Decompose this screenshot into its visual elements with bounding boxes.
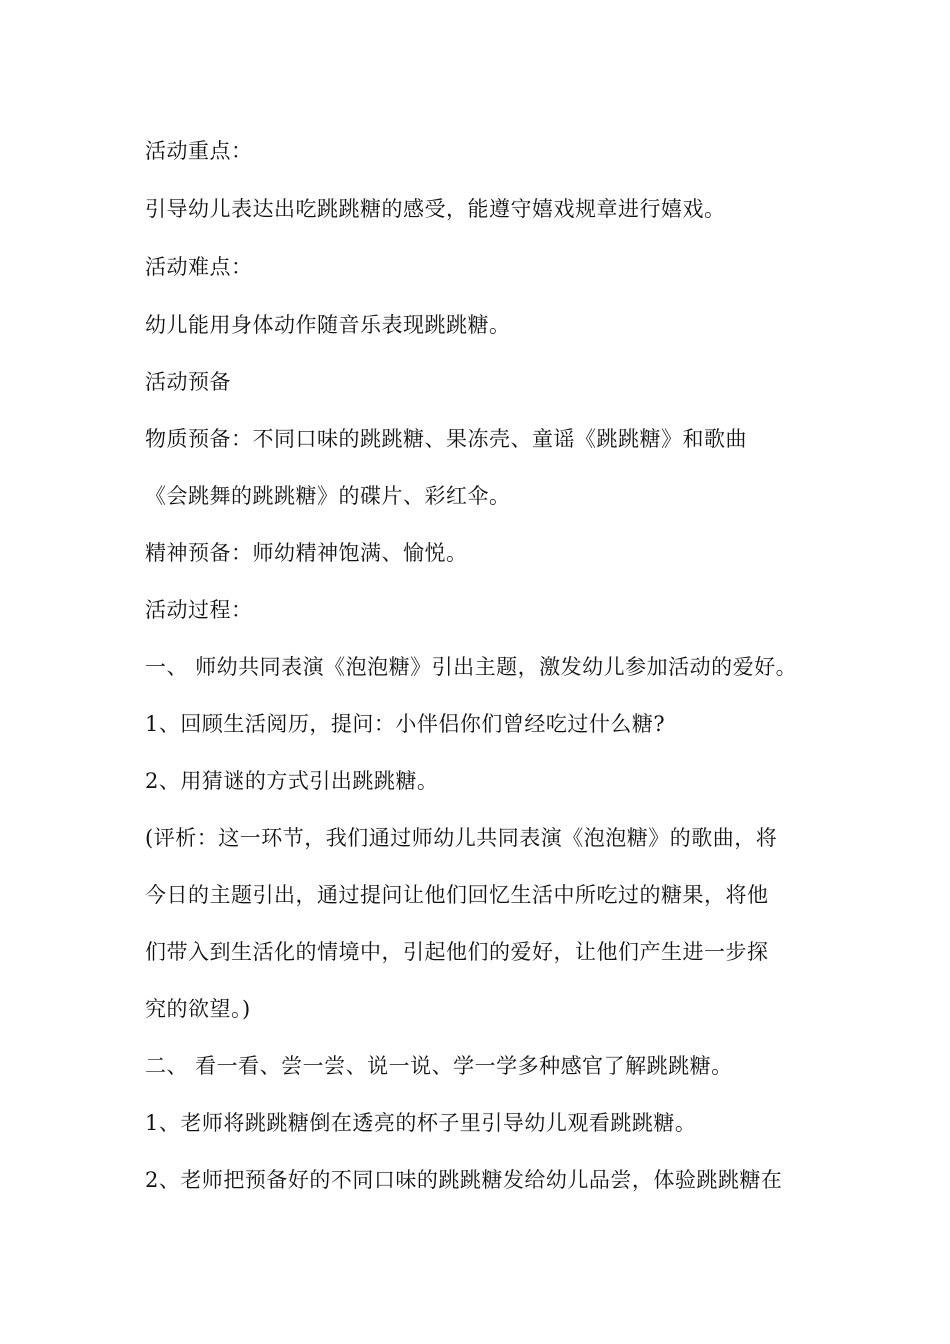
list-item-1-1: 1、回顾生活阅历，提问：小伴侣你们曾经吃过什么糖? [145, 712, 666, 736]
comment-line-3: 们带入到生活化的情境中，引起他们的爱好，让他们产生进一步探 [145, 940, 769, 964]
heading-activity-difficulty: 活动难点： [145, 255, 253, 279]
paragraph-material-preparation: 物质预备：不同口味的跳跳糖、果冻壳、童谣《跳跳糖》和歌曲 [145, 427, 747, 451]
list-item-2-1: 1、老师将跳跳糖倒在透亮的杯子里引导幼儿观看跳跳糖。 [145, 1111, 697, 1135]
section-one-title: 一、 师幼共同表演《泡泡糖》引出主题，激发幼儿参加活动的爱好。 [145, 655, 798, 679]
paragraph-difficulty-content: 幼儿能用身体动作随音乐表现跳跳糖。 [145, 313, 511, 337]
heading-activity-process: 活动过程： [145, 598, 253, 622]
paragraph-material-preparation-cont: 《会跳舞的跳跳糖》的碟片、彩红伞。 [145, 484, 511, 508]
heading-activity-focus: 活动重点： [145, 139, 253, 163]
heading-activity-preparation: 活动预备 [145, 370, 231, 394]
list-item-2-2: 2、老师把预备好的不同口味的跳跳糖发给幼儿品尝，体验跳跳糖在 [145, 1168, 783, 1192]
comment-line-1: (评析：这一环节，我们通过师幼儿共同表演《泡泡糖》的歌曲，将 [145, 826, 778, 850]
list-item-1-2: 2、用猜谜的方式引出跳跳糖。 [145, 769, 439, 793]
paragraph-spirit-preparation: 精神预备：师幼精神饱满、愉悦。 [145, 541, 468, 565]
comment-line-4: 究的欲望。) [145, 997, 251, 1021]
section-two-title: 二、 看一看、尝一尝、说一说、学一学多种感官了解跳跳糖。 [145, 1054, 733, 1078]
paragraph-focus-content: 引导幼儿表达出吃跳跳糖的感受，能遵守嬉戏规章进行嬉戏。 [145, 197, 726, 221]
comment-line-2: 今日的主题引出，通过提问让他们回忆生活中所吃过的糖果，将他 [145, 883, 769, 907]
